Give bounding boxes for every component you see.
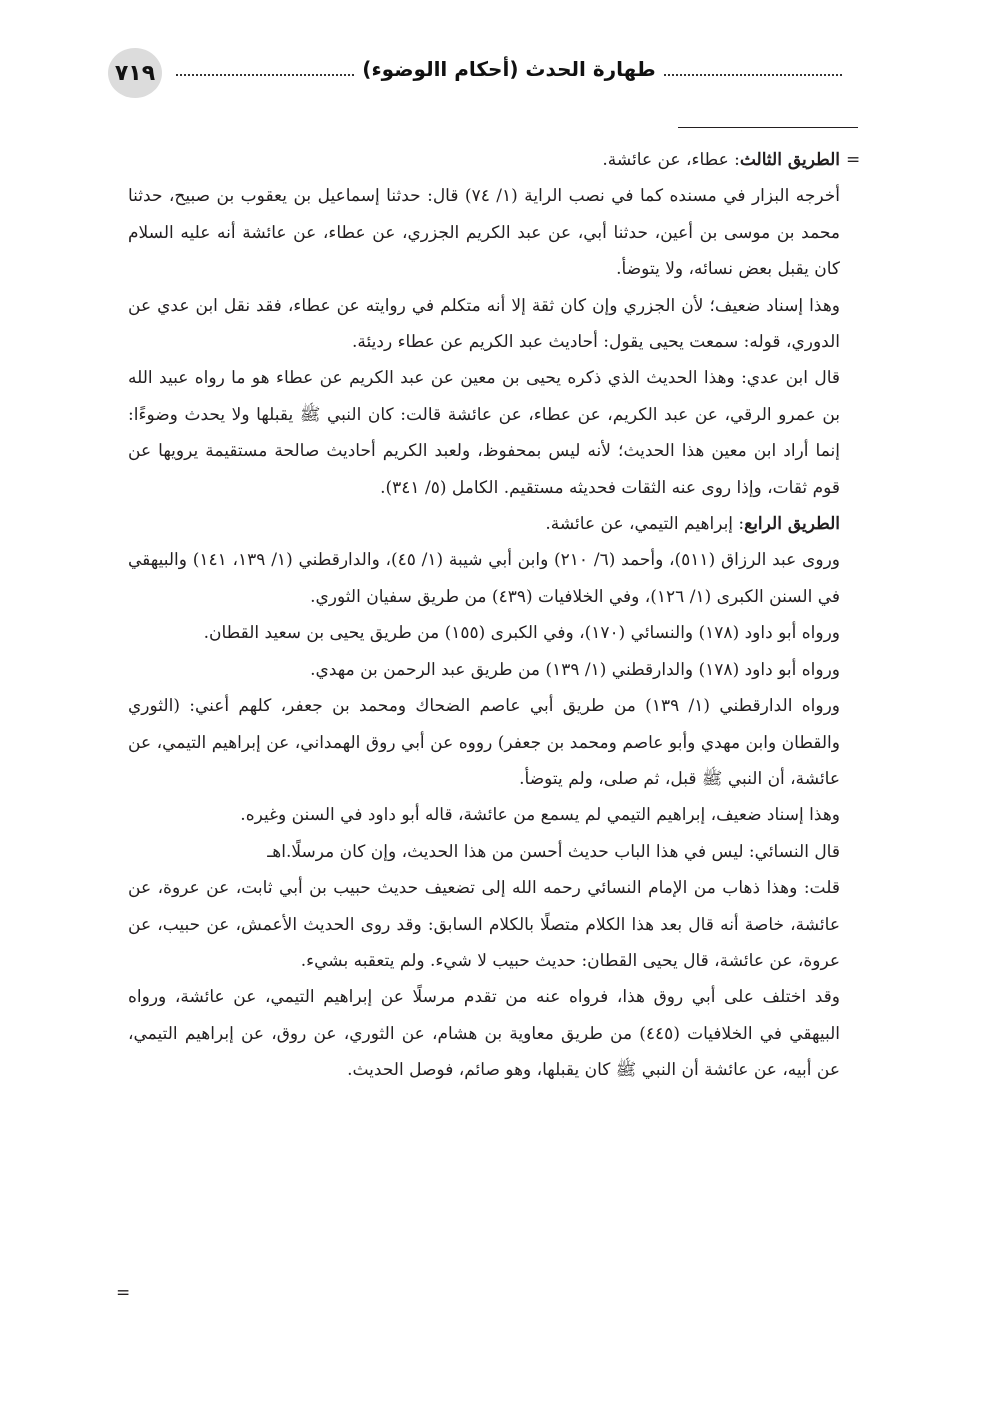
continuation-mark-bottom: = bbox=[116, 1283, 131, 1303]
paragraph-fourth-route bbox=[128, 506, 840, 542]
paragraph: وروى عبد الرزاق (٥١١)، وأحمد (٦/ ٢١٠) وابن أبي شيبة (١/ ٤٥)، والدارقطني (١/ ١٣٩، ١٤١) والبيهقي في السنن الكبرى (١/ ١٢٦)، وفي الخلافيات (٤٣٩) من طريق سفيان الثوري. bbox=[128, 550, 840, 607]
section-lead: الطريق الثالث bbox=[739, 150, 840, 170]
paragraph: وهذا إسناد ضعيف؛ لأن الجزري وإن كان ثقة إلا أنه متكلم في روايته عن عطاء، فقد نقل ابن عدي عن الدوري، قوله: سمعت يحيى يقول: أحاديث عبد الكريم عن عطاء رديئة. bbox=[128, 295, 840, 353]
header-dotted-leader-right bbox=[664, 58, 842, 76]
paragraph: ورواه الدارقطني (١/ ١٣٩) من طريق أبي عاصم الضحاك ومحمد بن جعفر، كلهم أعني: (الثوري والقطان وابن مهدي وأبو عاصم ومحمد بن جعفر) رووه عن أبي روق الهمداني، عن إبراهيم التيمي، عن عائشة، أن النبي ﷺ قبل، ثم صلى، ولم يتوضأ. bbox=[128, 696, 840, 789]
page-number: ٧١٩ bbox=[114, 60, 156, 86]
paragraph: قال ابن عدي: وهذا الحديث الذي ذكره يحيى بن معين عن عبد الكريم عن عطاء هو ما رواه عبيد الله بن عمرو الرقي، عن عبد الكريم، عن عطاء، عن عائشة قالت: كان النبي ﷺ يقبلها ولا يحدث وضوءًا: إنما أراد ابن معين هذا الحديث؛ لأنه ليس بمحفوظ، ولعبد الكريم أحاديث صالحة مستقيمة يرويها عن قوم ثقات، وإذا روى عنه الثقات فحديثه مستقيم. الكامل (٥/ ٣٤١). bbox=[128, 368, 840, 498]
paragraph: وقد اختلف على أبي روق هذا، فرواه عنه من تقدم مرسلًا عن إبراهيم التيمي، عن عائشة، ورواه البيهقي في الخلافيات (٤٤٥) من طريق معاوية بن هشام، عن الثوري، عن روق، عن إبراهيم التيمي، عن أبيه، عن عائشة أن النبي ﷺ كان يقبلها، وهو صائم، فوصل الحديث. bbox=[128, 987, 840, 1081]
paragraph: أخرجه البزار في مسنده كما في نصب الراية (١/ ٧٤) قال: حدثنا إسماعيل بن يعقوب بن صبيح، حدثنا محمد بن موسى بن أعين، حدثنا أبي، عن عبد الكريم الجزري، عن عطاء، عن عائشة أنه عليه السلام كان يقبل بعض نسائه، ولا يتوضأ. bbox=[128, 186, 840, 280]
paragraph: وهذا إسناد ضعيف، إبراهيم التيمي لم يسمع من عائشة، قاله أبو داود في السنن وغيره. bbox=[240, 805, 840, 826]
section-lead: الطريق الرابع bbox=[744, 514, 840, 535]
paragraph: قال النسائي: ليس في هذا الباب حديث أحسن من هذا الحديث، وإن كان مرسلًا.اهـ bbox=[267, 841, 840, 862]
running-header-title: طهارة الحدث (أحكام االوضوء) bbox=[362, 57, 656, 81]
header-dotted-leader-left bbox=[176, 58, 354, 76]
paragraph-third-route bbox=[128, 142, 840, 178]
paragraph: قلت: وهذا ذهاب من الإمام النسائي رحمه الله إلى تضعيف حديث حبيب بن أبي ثابت، عن عروة، عن عائشة، خاصة أنه قال بعد هذا الكلام متصلًا بالكلام السابق: وقد روى الحديث الأعمش، عن حبيب، عن عروة، عن عائشة، قال يحيى القطان: حديث حبيب لا شيء. ولم يتعقبه بشيء. bbox=[128, 878, 840, 971]
paragraph: ورواه أبو داود (١٧٨) والدارقطني (١/ ١٣٩) من طريق عبد الرحمن بن مهدي. bbox=[310, 659, 840, 680]
paragraph-text: : إبراهيم التيمي، عن عائشة. bbox=[545, 514, 745, 535]
continuation-mark-top: = bbox=[846, 150, 861, 170]
footnote-body bbox=[128, 142, 840, 1089]
footnote-separator-rule bbox=[678, 127, 858, 128]
paragraph: ورواه أبو داود (١٧٨) والنسائي (١٧٠)، وفي الكبرى (١٥٥) من طريق يحيى بن سعيد القطان. bbox=[203, 623, 840, 644]
page-number-badge bbox=[108, 48, 162, 98]
paragraph-text: : عطاء، عن عائشة. bbox=[602, 150, 740, 170]
